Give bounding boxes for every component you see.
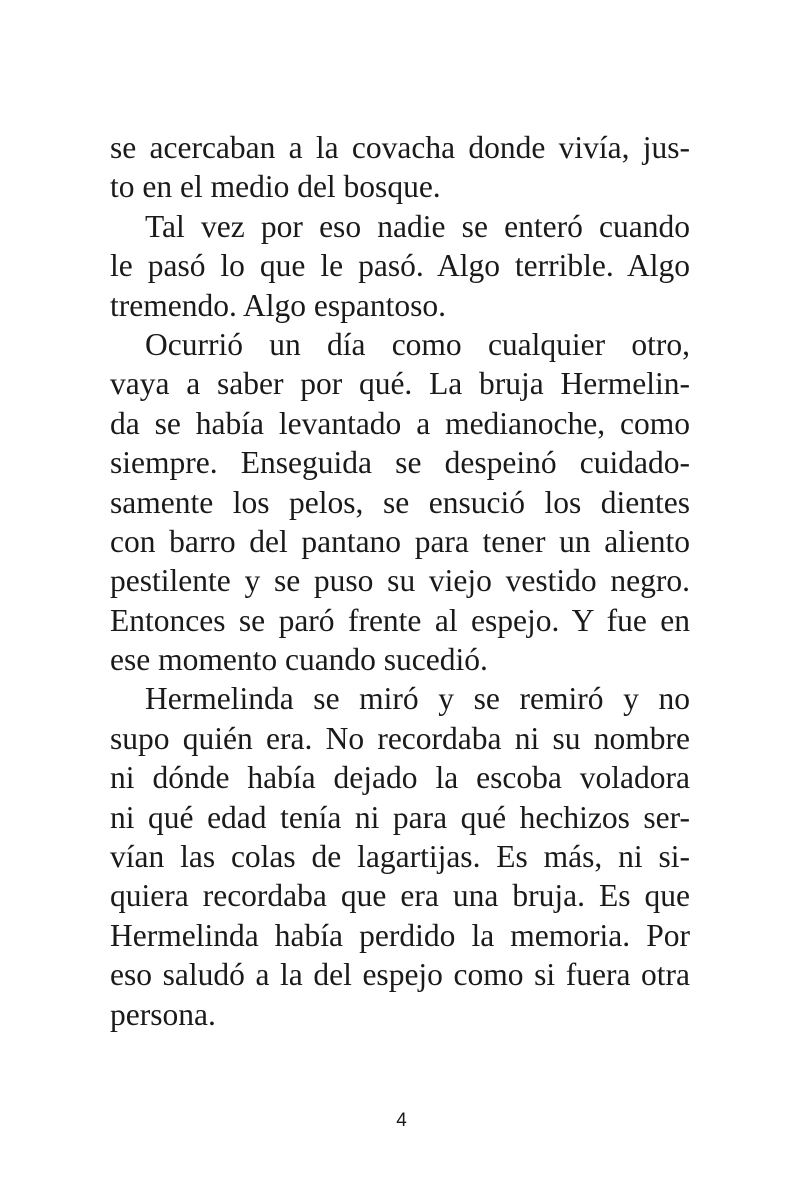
text-line: quiera recordaba que era una bruja. Es que xyxy=(110,878,690,914)
text-line: Tal vez por eso nadie se enteró cuando xyxy=(145,208,690,244)
text-line: vaya a saber por qué. La bruja Hermelin- xyxy=(110,366,690,402)
text-line: le pasó lo que le pasó. Algo terrible. Algo xyxy=(110,248,690,284)
text-line: con barro del pantano para tener un aliento xyxy=(110,523,690,559)
text-line: Ocurrió un día como cualquier otro, xyxy=(145,326,690,362)
text-line: samente los pelos, se ensució los dientes xyxy=(110,484,690,520)
text-line: vían las colas de lagartijas. Es más, ni si- xyxy=(110,839,690,875)
text-line: tremendo. Algo espantoso. xyxy=(110,287,446,323)
page-body xyxy=(110,128,690,1034)
text-line: ni dónde había dejado la escoba voladora xyxy=(110,760,690,796)
text-line: supo quién era. No recordaba ni su nombre xyxy=(110,720,690,756)
text-line: pestilente y se puso su viejo vestido negro. xyxy=(110,563,690,599)
text-line: da se había levantado a medianoche, como xyxy=(110,405,690,441)
text-line: Entonces se paró frente al espejo. Y fue en xyxy=(110,602,690,638)
paragraph xyxy=(110,679,690,1034)
paragraph xyxy=(110,207,690,325)
page-number: 4 xyxy=(396,1110,407,1131)
text-line: ese momento cuando sucedió. xyxy=(110,642,488,678)
text-line: siempre. Enseguida se despeinó cuidado- xyxy=(110,445,690,481)
text-line: eso saludó a la del espejo como si fuera otra xyxy=(110,957,690,993)
text-line: ni qué edad tenía ni para qué hechizos ser- xyxy=(110,799,690,835)
text-line: persona. xyxy=(110,996,216,1032)
text-line: Hermelinda había perdido la memoria. Por xyxy=(110,917,690,953)
text-line: to en el medio del bosque. xyxy=(110,169,441,205)
paragraph xyxy=(110,128,690,207)
paragraph xyxy=(110,325,690,680)
text-line: se acercaban a la covacha donde vivía, jus- xyxy=(110,130,690,165)
text-line: Hermelinda se miró y se remiró y no xyxy=(145,681,690,717)
